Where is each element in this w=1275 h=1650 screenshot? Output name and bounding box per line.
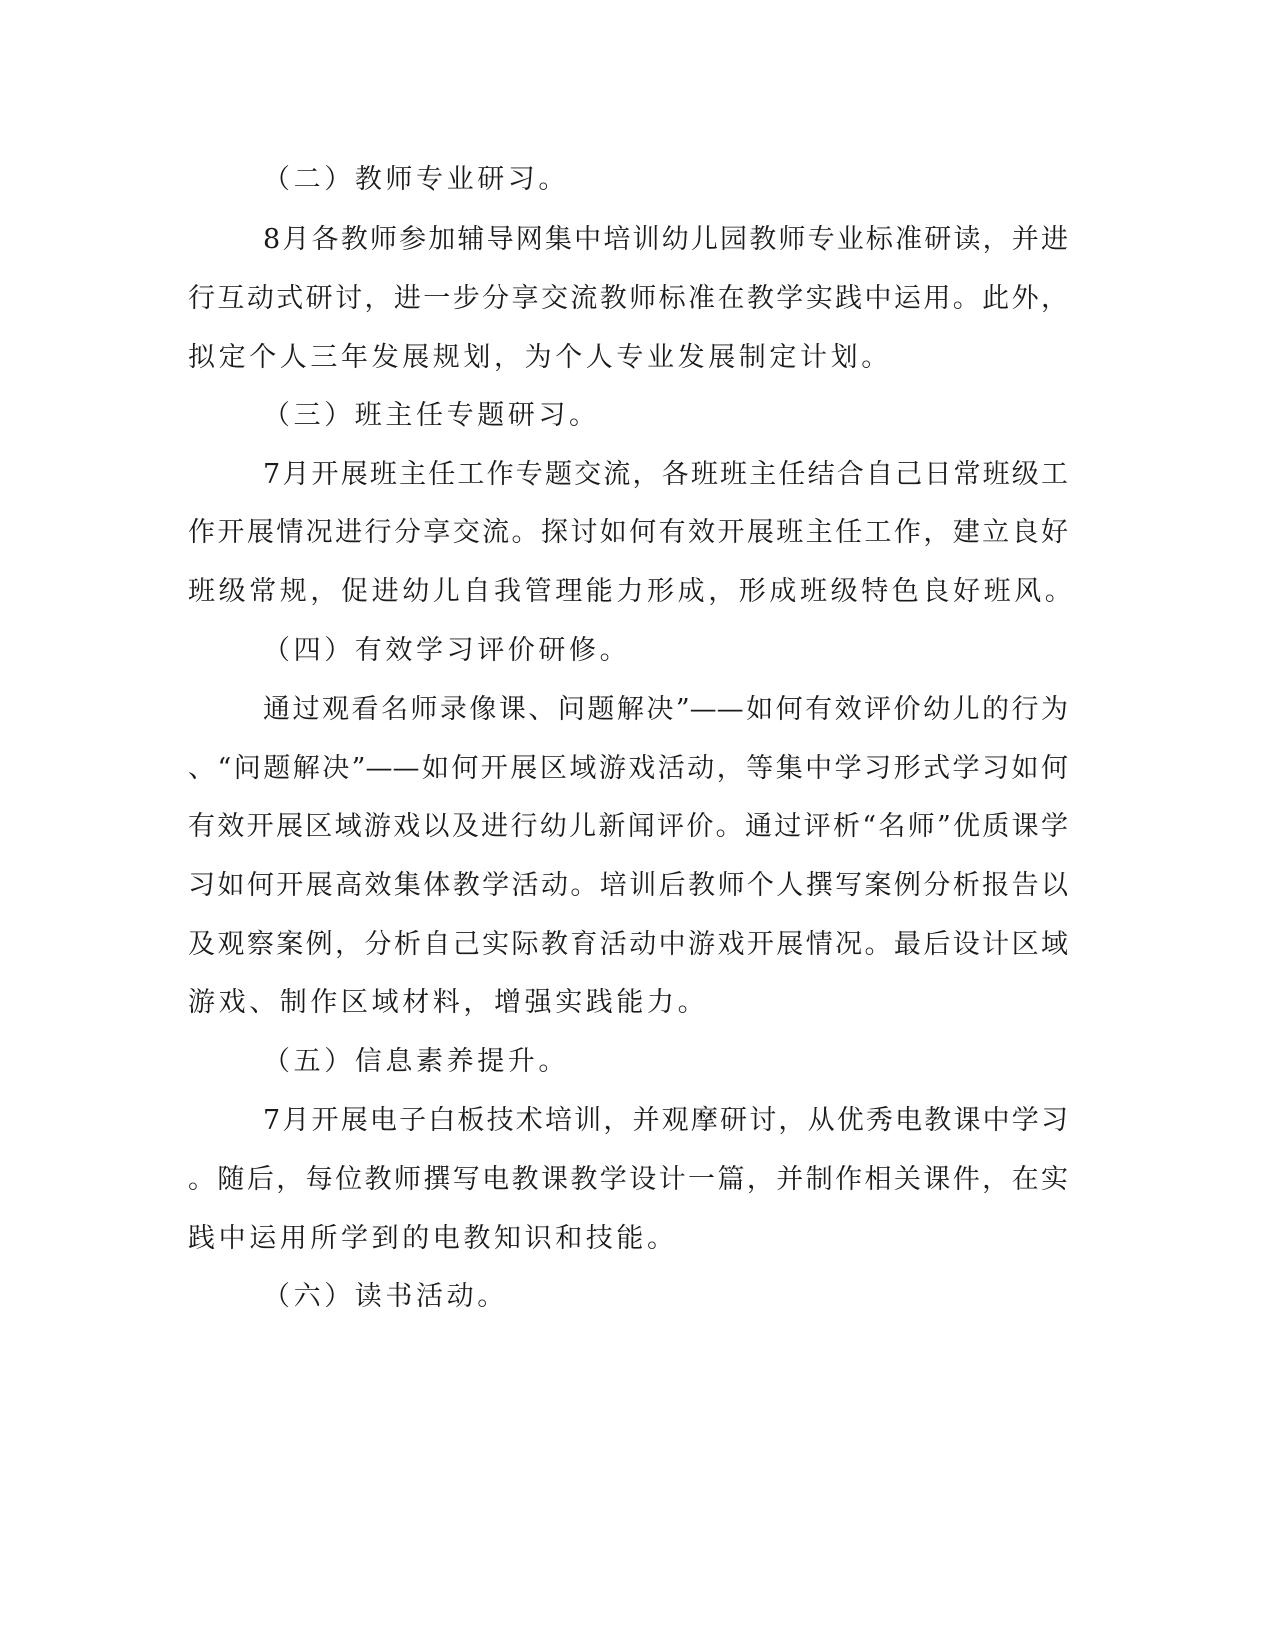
section-heading: （二）教师专业研习。 (263, 164, 569, 195)
section-heading: （五）信息素养提升。 (263, 1046, 569, 1077)
paragraph-line: 拟定个人三年发展规划，为个人专业发展制定计划。 (188, 342, 892, 373)
paragraph-line: 作开展情况进行分享交流。探讨如何有效开展班主任工作，建立良好 (188, 517, 1068, 548)
paragraph-line: 。随后，每位教师撰写电教课教学设计一篇，并制作相关课件，在实 (188, 1164, 1068, 1195)
paragraph-line: 通过观看名师录像课、问题解决”——如何有效评价幼儿的行为 (263, 694, 1068, 725)
paragraph-line: 有效开展区域游戏以及进行幼儿新闻评价。通过评析“名师”优质课学 (188, 811, 1068, 842)
paragraph-line: 7月开展班主任工作专题交流，各班班主任结合自己日常班级工 (263, 459, 1068, 490)
paragraph-line: 及观察案例，分析自己实际教育活动中游戏开展情况。最后设计区域 (188, 929, 1068, 960)
paragraph-line: 行互动式研讨，进一步分享交流教师标准在教学实践中运用。此外， (188, 283, 1068, 314)
paragraph-line: 习如何开展高效集体教学活动。培训后教师个人撰写案例分析报告以 (188, 870, 1068, 901)
paragraph-line: 、“问题解决”——如何开展区域游戏活动，等集中学习形式学习如何 (188, 753, 1068, 784)
paragraph-line: 8月各教师参加辅导网集中培训幼儿园教师专业标准研读，并进 (263, 224, 1068, 255)
section-heading: （四）有效学习评价研修。 (263, 635, 631, 666)
section-heading: （六）读书活动。 (263, 1281, 508, 1312)
paragraph-line: 班级常规，促进幼儿自我管理能力形成，形成班级特色良好班风。 (188, 576, 1076, 607)
paragraph-line: 践中运用所学到的电教知识和技能。 (188, 1223, 678, 1254)
paragraph-line: 7月开展电子白板技术培训，并观摩研讨，从优秀电教课中学习 (263, 1105, 1068, 1136)
paragraph-line: 游戏、制作区域材料，增强实践能力。 (188, 987, 709, 1018)
section-heading: （三）班主任专题研习。 (263, 400, 600, 431)
